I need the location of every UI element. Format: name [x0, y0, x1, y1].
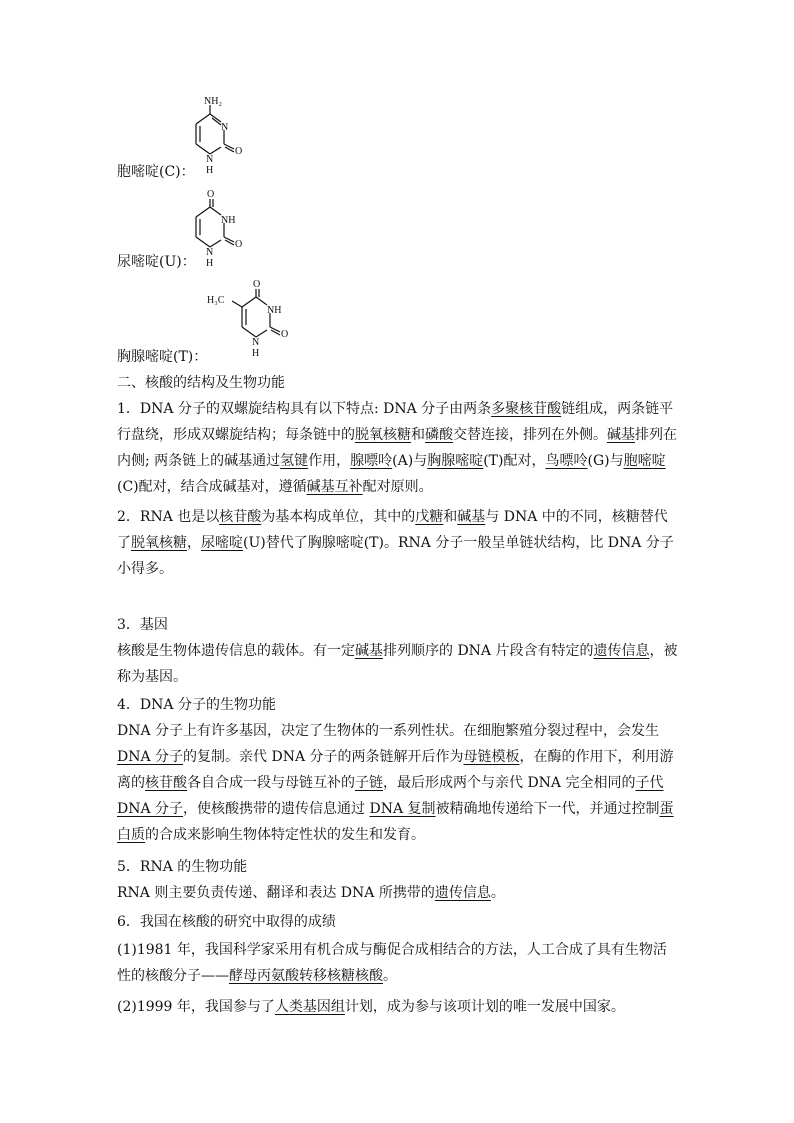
text-run: 排列在内侧; 两条链上的碱基通过: [117, 427, 677, 469]
n1-atom: N: [206, 154, 214, 165]
paragraph-gene: [117, 638, 679, 690]
o2-atom: O: [235, 146, 243, 157]
text-run: 。: [383, 968, 397, 984]
text-run: 2．RNA 也是以: [117, 509, 220, 525]
text-run: (U)替代了胸腺嘧啶(T)。RNA 分子一般呈单链状结构，比 DNA 分子小得多。: [117, 535, 674, 577]
underlined-term: 人类基因组: [274, 999, 345, 1015]
underlined-term: 多聚核苷酸: [491, 401, 562, 417]
underlined-term: 戊糖: [415, 509, 444, 525]
paragraph-achievement-1999: [117, 994, 679, 1020]
text-run: (C)配对，结合成碱基对，遵循: [117, 479, 307, 495]
n1-atom: N: [206, 247, 214, 258]
underlined-term: 母链模板: [463, 749, 520, 765]
text-run: DNA 分子上有许多基因，决定了生物体的一系列性状。在细胞繁殖分裂过程中，会发生: [117, 723, 660, 739]
paragraph-dna-structure: [117, 396, 679, 500]
text-run: 被精确地传递给下一代，并通过控制: [435, 801, 660, 817]
n1-atom: N: [252, 337, 260, 348]
h1-atom: H: [252, 348, 260, 359]
text-run: (1)1981 年，我国科学家采用有机合成与酶促合成相结合的方法，人工合成了具有生物活性的核酸分子——: [117, 942, 667, 984]
text-run: 1．DNA 分子的双螺旋结构具有以下特点: DNA 分子由两条: [117, 401, 492, 417]
underlined-term: DNA 复制: [369, 801, 436, 817]
heading-achievements: 6．我国在核酸的研究中取得的成绩: [117, 914, 336, 930]
text-run: 与 DNA 中的不同，核糖替代了: [117, 509, 668, 551]
heading-dna-function: 4．DNA 分子的生物功能: [117, 697, 276, 713]
underlined-term: 酵母丙氨酸转移核糖核酸: [229, 968, 383, 984]
text-run: 各自合成一段与母链互补的: [187, 775, 355, 791]
heading-gene: 3．基因: [117, 617, 168, 633]
underlined-term: DNA 分子: [117, 749, 184, 765]
nh3-atom: NH: [221, 215, 236, 226]
text-run: (T)配对，: [483, 453, 546, 469]
text-run: ，被称为基因。: [117, 643, 678, 685]
underlined-term: 碱基: [457, 509, 486, 525]
underlined-term: 胸腺嘧啶: [427, 453, 484, 469]
o2-atom: O: [235, 239, 243, 250]
thymine-structure: [205, 275, 305, 360]
underlined-term: 尿嘧啶: [201, 535, 243, 551]
text-run: 链组成，两条链平行盘绕，形成双螺旋结构；每条链中的: [117, 401, 674, 443]
paragraph-achievement-1981: [117, 937, 679, 989]
text-run: ，最后形成两个与亲代 DNA 完全相同的: [383, 775, 636, 791]
text-run: ，: [187, 535, 201, 551]
uracil-label: 尿嘧啶(U)：: [117, 254, 196, 270]
text-run: 计划，成为参与该项计划的唯一发展中国家。: [344, 999, 625, 1015]
underlined-term: 脱氧核糖: [355, 427, 411, 443]
cytosine-label: 胞嘧啶(C)：: [117, 164, 195, 180]
text-run: 为基本构成单位，其中的: [261, 509, 416, 525]
underlined-term: 蛋白质: [117, 801, 674, 843]
text-run: ，在酶的作用下，利用游离的: [117, 749, 674, 791]
cytosine-structure: [190, 92, 260, 182]
o2-atom: O: [281, 329, 289, 340]
underlined-term: 胞嘧啶: [623, 453, 666, 469]
underlined-term: 核苷酸: [219, 509, 262, 525]
underlined-term: 碱基互补: [306, 479, 363, 495]
methyl-group: H₃C: [207, 295, 225, 306]
n3-atom: N: [221, 122, 229, 133]
underlined-term: 碱基: [355, 643, 383, 659]
text-run: ，使核酸携带的遗传信息通过: [183, 801, 370, 817]
text-run: 和: [411, 427, 425, 443]
underlined-term: 遗传信息: [434, 885, 491, 901]
text-run: 交替连接，排列在外侧。: [453, 427, 607, 443]
uracil-structure: [190, 185, 260, 270]
text-run: 核酸是生物体遗传信息的载体。有一定: [117, 643, 355, 659]
underlined-term: 子代 DNA 分子: [117, 775, 664, 817]
underlined-term: 鸟嘌呤: [545, 453, 588, 469]
thymine-label: 胸腺嘧啶(T)：: [117, 349, 208, 365]
text-run: 的复制。亲代 DNA 分子的两条链解开后作为: [183, 749, 464, 765]
underlined-term: 核苷酸: [145, 775, 187, 791]
nh3-atom: NH: [267, 305, 282, 316]
underlined-term: 氢键: [280, 453, 309, 469]
underlined-term: 脱氧核糖: [131, 535, 187, 551]
text-run: 。: [490, 885, 505, 901]
text-run: (G)与: [587, 453, 624, 469]
text-run: 排列顺序的 DNA 片段含有特定的: [383, 643, 594, 659]
section-title: 二、核酸的结构及生物功能: [117, 375, 285, 391]
paragraph-dna-function: [117, 718, 679, 848]
paragraph-rna-structure: [117, 504, 679, 582]
h1-atom: H: [206, 165, 214, 176]
paragraph-rna-function: [117, 880, 679, 906]
underlined-term: 腺嘌呤: [350, 453, 393, 469]
text-run: (A)与: [392, 453, 428, 469]
heading-rna-function: 5．RNA 的生物功能: [117, 859, 248, 875]
underlined-term: 遗传信息: [593, 643, 650, 659]
text-run: 和: [443, 509, 458, 525]
text-run: 的合成来影响生物体特定性状的发生和发育。: [145, 827, 425, 843]
o4-atom: O: [207, 189, 215, 200]
o4-atom: O: [253, 279, 261, 290]
h1-atom: H: [206, 258, 214, 269]
text-run: (2)1999 年，我国参与了: [117, 999, 275, 1015]
underlined-term: 碱基: [607, 427, 635, 443]
text-run: 作用，: [308, 453, 351, 469]
underlined-term: 子链: [355, 775, 383, 791]
underlined-term: 磷酸: [425, 427, 453, 443]
text-run: 配对原则。: [362, 479, 433, 495]
nh2-atom: NH₂: [204, 96, 222, 107]
text-run: RNA 则主要负责传递、翻译和表达 DNA 所携带的: [117, 885, 435, 901]
